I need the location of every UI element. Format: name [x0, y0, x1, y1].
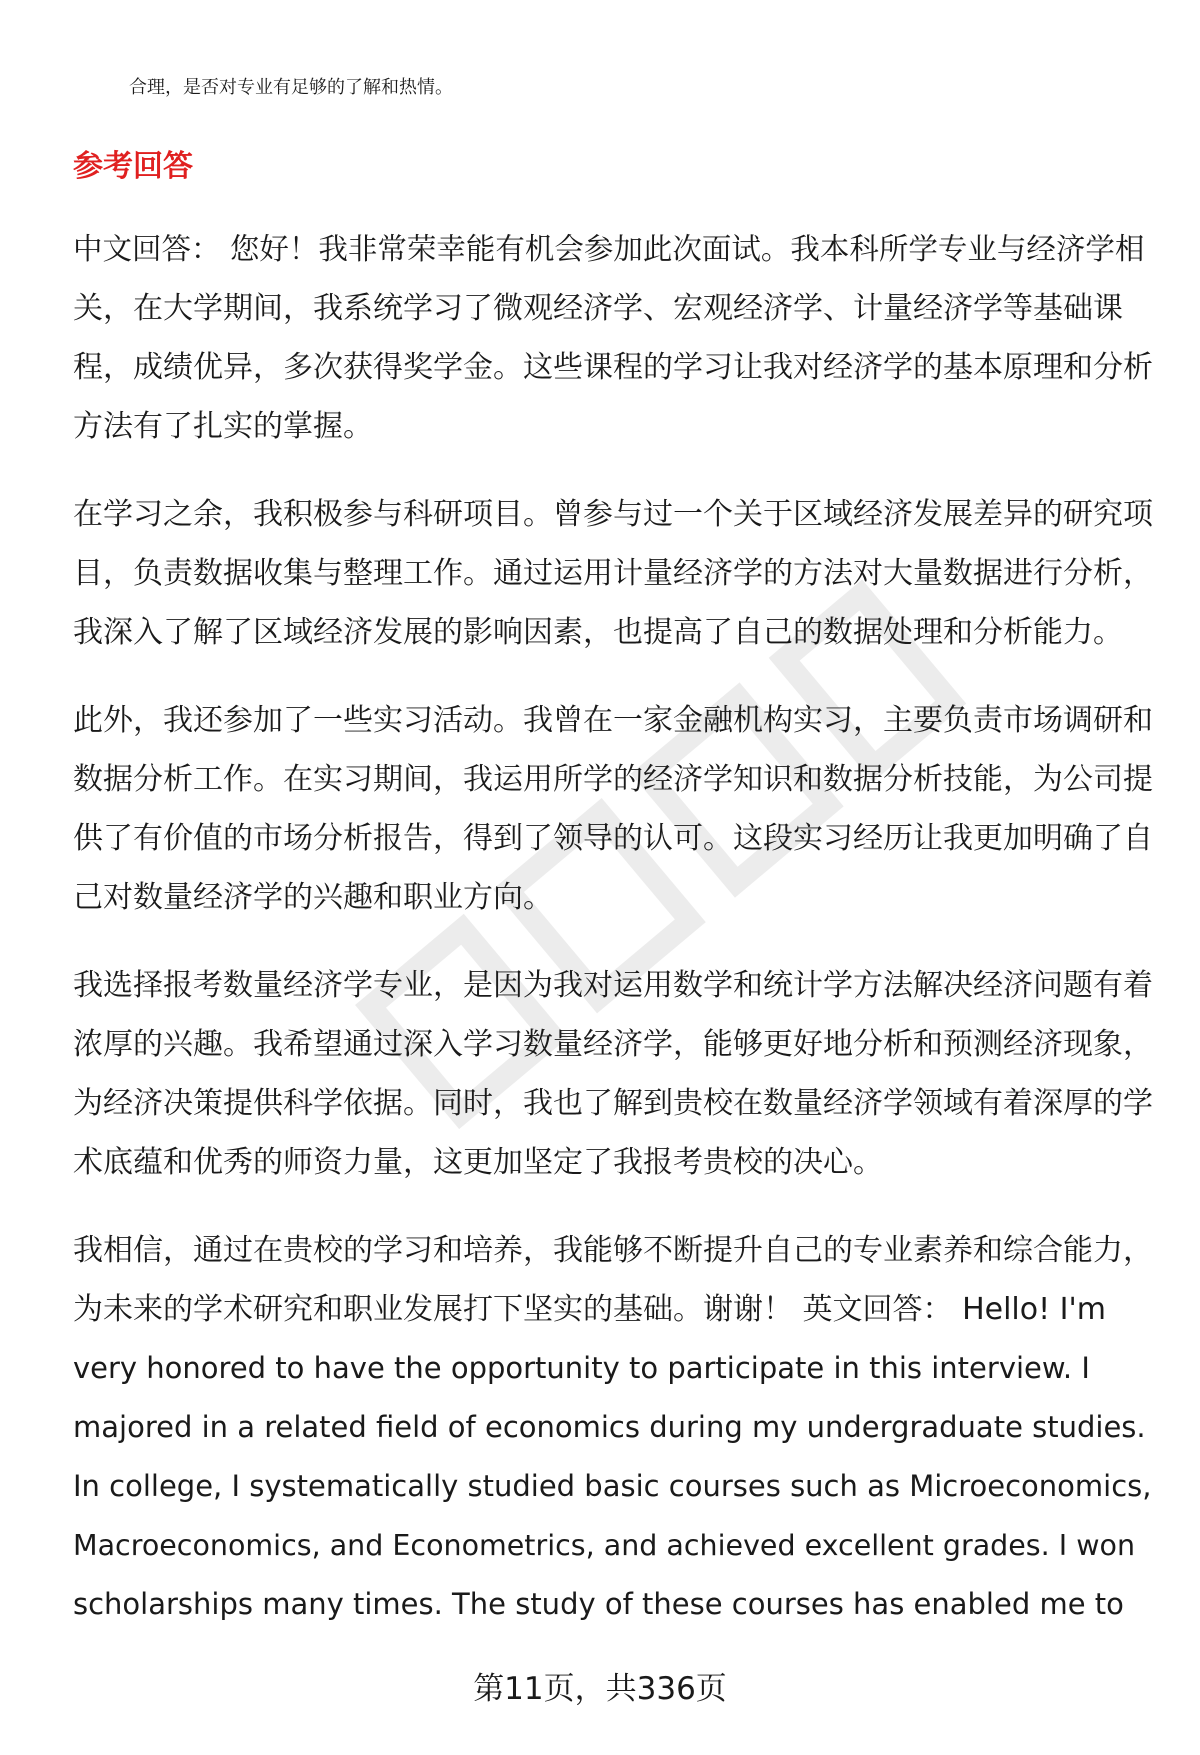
paragraph-line-english: scholarships many times. The study of these courses has enabled me to: [73, 1587, 1124, 1621]
paragraph-line: 关，在大学期间，我系统学习了微观经济学、宏观经济学、计量经济学等基础课: [73, 291, 1123, 326]
paragraph-line-english: In college, I systematically studied basic courses such as Microeconomics,: [73, 1469, 1152, 1503]
paragraph-line: 此外，我还参加了一些实习活动。我曾在一家金融机构实习，主要负责市场调研和: [73, 703, 1153, 738]
paragraph-line: 我选择报考数量经济学专业，是因为我对运用数学和统计学方法解决经济问题有着: [73, 968, 1153, 1003]
paragraph-1: [73, 220, 1153, 456]
paragraph-line-english: Macroeconomics, and Econometrics, and achieved excellent grades. I won: [73, 1529, 1136, 1562]
paragraph-2: [73, 485, 1153, 662]
paragraph-line: 程，成绩优异，多次获得奖学金。这些课程的学习让我对经济学的基本原理和分析: [73, 350, 1153, 385]
reference-answer-heading: 参考回答: [73, 149, 193, 184]
paragraph-4: [73, 956, 1153, 1192]
paragraph-line: 术底蕴和优秀的师资力量，这更加坚定了我报考贵校的决心。: [73, 1145, 883, 1180]
paragraph-3: [73, 691, 1153, 927]
continuation-line: 合理，是否对专业有足够的了解和热情。: [129, 77, 453, 98]
paragraph-line: 在学习之余，我积极参与科研项目。曾参与过一个关于区域经济发展差异的研究项: [73, 497, 1153, 532]
paragraph-line: 浓厚的兴趣。我希望通过深入学习数量经济学，能够更好地分析和预测经济现象，: [73, 1027, 1153, 1062]
paragraph-line: 供了有价值的市场分析报告，得到了领导的认可。这段实习经历让我更加明确了自: [73, 821, 1153, 856]
paragraph-line-english: very honored to have the opportunity to participate in this interview. I: [73, 1351, 1090, 1385]
paragraph-line: 己对数量经济学的兴趣和职业方向。: [73, 880, 553, 915]
paragraph-line: 数据分析工作。在实习期间，我运用所学的经济学知识和数据分析技能，为公司提: [73, 762, 1153, 797]
paragraph-line: 我深入了解了区域经济发展的影响因素，也提高了自己的数据处理和分析能力。: [73, 615, 1123, 650]
paragraph-line: 方法有了扎实的掌握。: [73, 409, 373, 444]
paragraph-line: 中文回答： 您好！我非常荣幸能有机会参加此次面试。我本科所学专业与经济学相: [73, 232, 1145, 266]
page-number-footer: 第11页，共336页: [473, 1671, 727, 1707]
paragraph-line-english: majored in a related field of economics during my undergraduate studies.: [73, 1410, 1146, 1444]
paragraph-line: 为未来的学术研究和职业发展打下坚实的基础。谢谢！ 英文回答： Hello! I'm: [73, 1292, 1106, 1327]
paragraph-5: [73, 1221, 1153, 1634]
paragraph-line: 我相信，通过在贵校的学习和培养，我能够不断提升自己的专业素养和综合能力，: [73, 1233, 1153, 1268]
page-content: [73, 58, 1153, 1634]
paragraph-line: 为经济决策提供科学依据。同时，我也了解到贵校在数量经济学领域有着深厚的学: [73, 1086, 1153, 1121]
paragraph-line: 目，负责数据收集与整理工作。通过运用计量经济学的方法对大量数据进行分析，: [73, 556, 1153, 591]
